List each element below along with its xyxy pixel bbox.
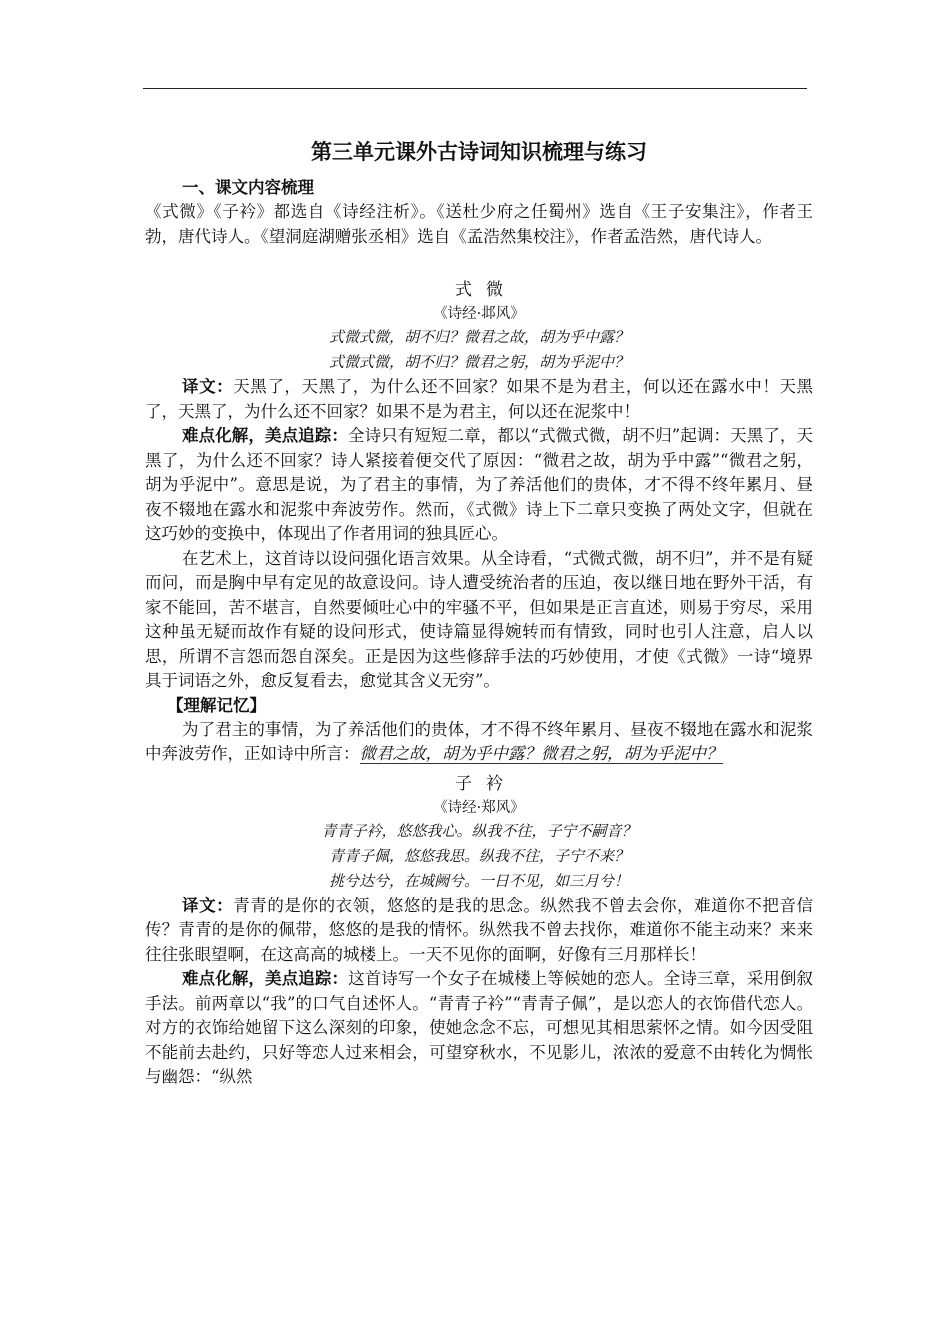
translation-text: 青青的是你的衣领，悠悠的是我的思念。纵然我不曾去会你，难道你不把音信传？青青的是你的佩带，悠悠的是我的情怀。纵然我不曾去找你，难道你不能主动来？来来往往张眼望啊，在这高高的城楼上。一天不见你的面啊，好像有三月那样长！	[145, 895, 814, 964]
memory-heading: 【理解记忆】	[167, 695, 266, 715]
section-heading: 一、课文内容梳理	[182, 178, 314, 197]
translation-paragraph	[145, 894, 813, 968]
art-paragraph: 在艺术上，这首诗以设问强化语言效果。从全诗看，“式微式微，胡不归”，并不是有疑而问，而是胸中早有定见的故意设问。诗人遭受统治者的压迫，夜以继日地在野外干活，有家不能回，苦不堪言，自然要倾吐心中的牢骚不平，但如果是正言直述，则易于穷尽，采用这种虽无疑而故作有疑的设问形式，使诗篇显得婉转而有情致，同时也引人注意，启人以思，所谓不言怨而怨自深矣。正是因为这些修辞手法的巧妙使用，才使《式微》一诗“境界具于词语之外，愈反复看去，愈觉其含义无穷”。	[145, 548, 813, 690]
translation-text: 天黑了，天黑了，为什么还不回家？如果不是为君主，何以还在露水中！天黑了，天黑了，为什么还不回家？如果不是为君主，何以还在泥浆中！	[145, 377, 814, 421]
analysis-paragraph	[145, 967, 813, 1090]
header-rule	[143, 88, 807, 89]
analysis-text: 这首诗写一个女子在城楼上等候她的恋人。全诗三章，采用倒叙手法。前两章以“我”的口气自述怀人。“青青子衿”“青青子佩”，是以恋人的衣饰借代恋人。对方的衣饰给她留下这么深刻的印象，使她念念不忘，可想见其相思萦怀之情。如今因受阻不能前去赴约，只好等恋人过来相会，可望穿秋水，不见影儿，浓浓的爱意不由转化为惆怅与幽怨：“纵然	[145, 969, 814, 1086]
poem-zijin	[145, 771, 813, 1090]
poem-source: 《诗经·邶风》	[433, 306, 525, 322]
memory-text: 为了君主的事情，为了养活他们的贵体，才不得不终年累月、昼夜不辍地在露水和泥浆中奔波劳作，正如诗中所言：	[145, 719, 813, 763]
poem-line: 式微式微，胡不归？微君之躬，胡为乎泥中？	[328, 353, 629, 371]
poem-line: 挑兮达兮，在城阙兮。一日不见，如三月兮！	[328, 871, 629, 890]
poem-title: 子衿	[455, 773, 517, 794]
poem-shiwei	[145, 277, 813, 767]
translation-paragraph	[145, 375, 813, 424]
poem-line: 式微式微，胡不归？微君之故，胡为乎中露？	[328, 328, 629, 346]
analysis-label: 难点化解，美点追踪：	[182, 969, 349, 988]
memory-answer: 微君之故，胡为乎中露？微君之躬，胡为乎泥中？	[359, 744, 723, 763]
poem-source: 《诗经·郑风》	[433, 799, 525, 816]
poem-title: 式微	[455, 280, 517, 300]
translation-label: 译文：	[182, 895, 234, 915]
analysis-paragraph	[145, 424, 813, 547]
page-title: 第三单元课外古诗词知识梳理与练习	[311, 140, 647, 164]
document-body	[145, 138, 813, 1090]
poem-line: 青青子衿，悠悠我心。纵我不往，子宁不嗣音？	[321, 821, 637, 840]
poem-line: 青青子佩，悠悠我思。纵我不往，子宁不来？	[328, 846, 629, 865]
analysis-label: 难点化解，美点追踪：	[182, 426, 348, 445]
translation-label: 译文：	[182, 377, 234, 396]
analysis-text: 全诗只有短短二章，都以“式微式微，胡不归”起调：天黑了，天黑了，为什么还不回家？诗人紧接着便交代了原因：“微君之故，胡为乎中露”“微君之躬，胡为乎泥中”。意思是说，为了君主的事情，为了养活他们的贵体，才不得不终年累月、昼夜不辍地在露水和泥浆中奔波劳作。然而，《式微》诗上下二章只变换了两处文字，但就在这巧妙的变换中，体现出了作者用词的独具匠心。	[145, 426, 814, 543]
memory-paragraph	[145, 718, 813, 767]
intro-paragraph: 《式微》《子衿》都选自《诗经注析》。《送杜少府之任蜀州》选自《王子安集注》，作者王勃，唐代诗人。《望洞庭湖赠张丞相》选自《孟浩然集校注》，作者孟浩然，唐代诗人。	[145, 202, 813, 246]
